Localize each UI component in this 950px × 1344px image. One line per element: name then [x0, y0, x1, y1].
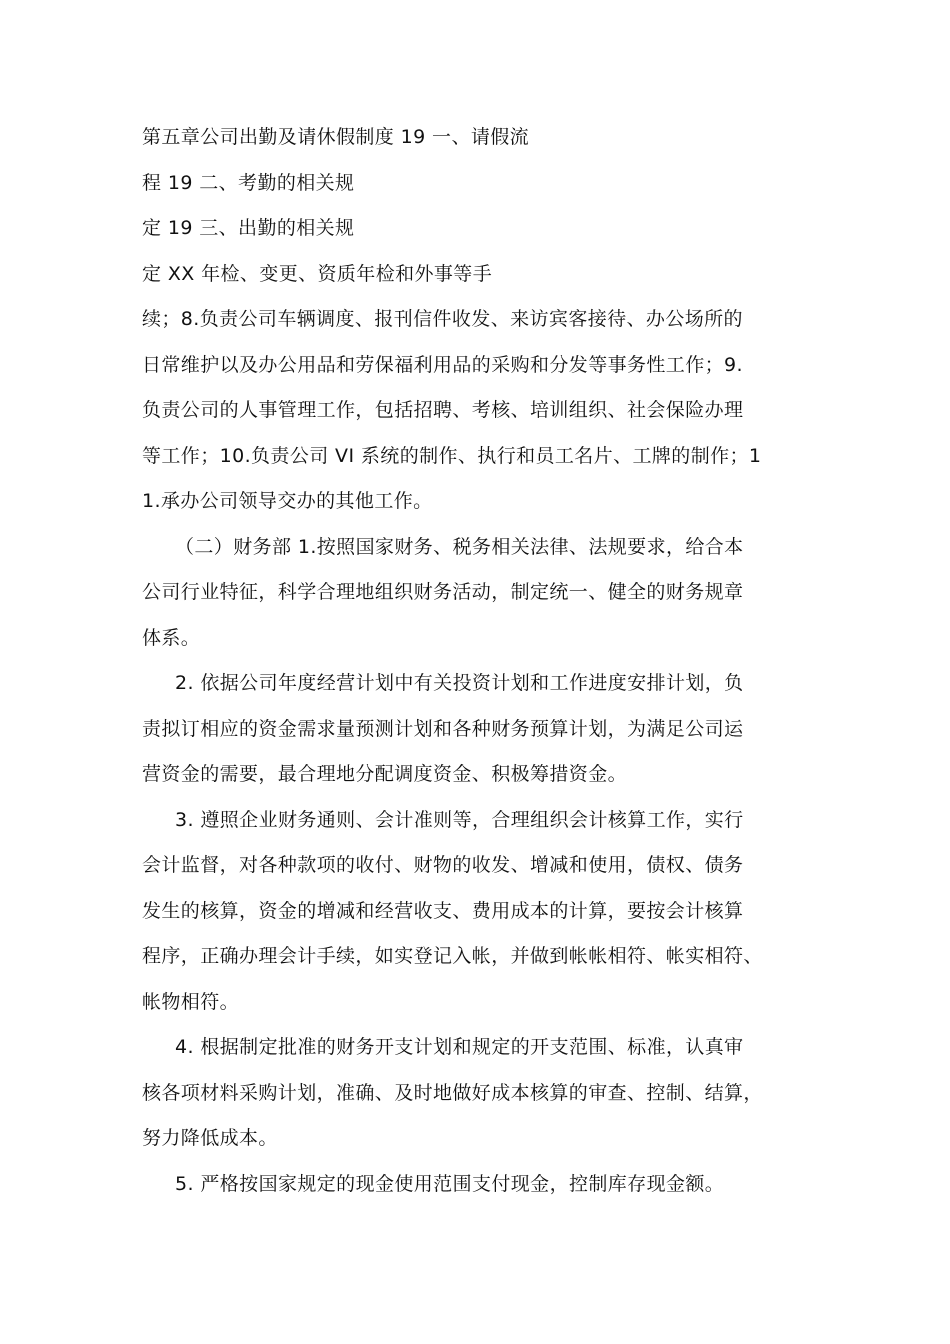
text-line: 努力降低成本。 — [142, 1127, 278, 1149]
text-line: 日常维护以及办公用品和劳保福利用品的采购和分发等事务性工作；9. — [142, 353, 743, 376]
text-line: 程 19 二、考勤的相关规 — [142, 171, 355, 194]
document-body — [142, 115, 822, 1207]
text-line: 责拟订相应的资金需求量预测计划和各种财务预算计划，为满足公司运 — [142, 717, 744, 740]
text-line: 体系。 — [142, 626, 201, 649]
text-line: 定 XX 年检、变更、资质年检和外事等手 — [142, 262, 493, 285]
text-line: 第五章公司出勤及请休假制度 19 一、请假流 — [142, 126, 530, 148]
text-line: 续；8.负责公司车辆调度、报刊信件收发、来访宾客接待、办公场所的 — [142, 308, 743, 330]
text-line: 公司行业特征，科学合理地组织财务活动，制定统一、健全的财务规章 — [142, 581, 744, 603]
paragraph-start-item-2: 2. 依据公司年度经营计划中有关投资计划和工作进度安排计划，负 — [175, 672, 744, 694]
paragraph-start-item-4: 4. 根据制定批准的财务开支计划和规定的开支范围、标准，认真审 — [175, 1036, 744, 1058]
text-line: 1.承办公司领导交办的其他工作。 — [142, 490, 433, 512]
text-line: 发生的核算，资金的增减和经营收支、费用成本的计算，要按会计核算 — [142, 899, 744, 922]
text-line: 帐物相符。 — [142, 990, 240, 1013]
text-line: 负责公司的人事管理工作，包括招聘、考核、培训组织、社会保险办理 — [142, 399, 744, 421]
paragraph-start-item-3: 3. 遵照企业财务通则、会计准则等，合理组织会计核算工作，实行 — [175, 808, 744, 831]
text-line: 营资金的需要，最合理地分配调度资金、积极筹措资金。 — [142, 763, 628, 785]
text-line: 核各项材料采购计划，准确、及时地做好成本核算的审查、控制、结算， — [142, 1081, 763, 1104]
text-line: 等工作；10.负责公司 VI 系统的制作、执行和员工名片、工牌的制作；1 — [142, 444, 762, 467]
paragraph-start-item-5: 5. 严格按国家规定的现金使用范围支付现金，控制库存现金额。 — [175, 1172, 725, 1195]
text-line: 程序，正确办理会计手续，如实登记入帐，并做到帐帐相符、帐实相符、 — [142, 945, 763, 967]
paragraph-start-finance: （二）财务部 1.按照国家财务、税务相关法律、法规要求，给合本 — [175, 535, 744, 558]
text-line: 定 19 三、出勤的相关规 — [142, 217, 355, 239]
text-line: 会计监督，对各种款项的收付、财物的收发、增减和使用，债权、债务 — [142, 854, 744, 876]
